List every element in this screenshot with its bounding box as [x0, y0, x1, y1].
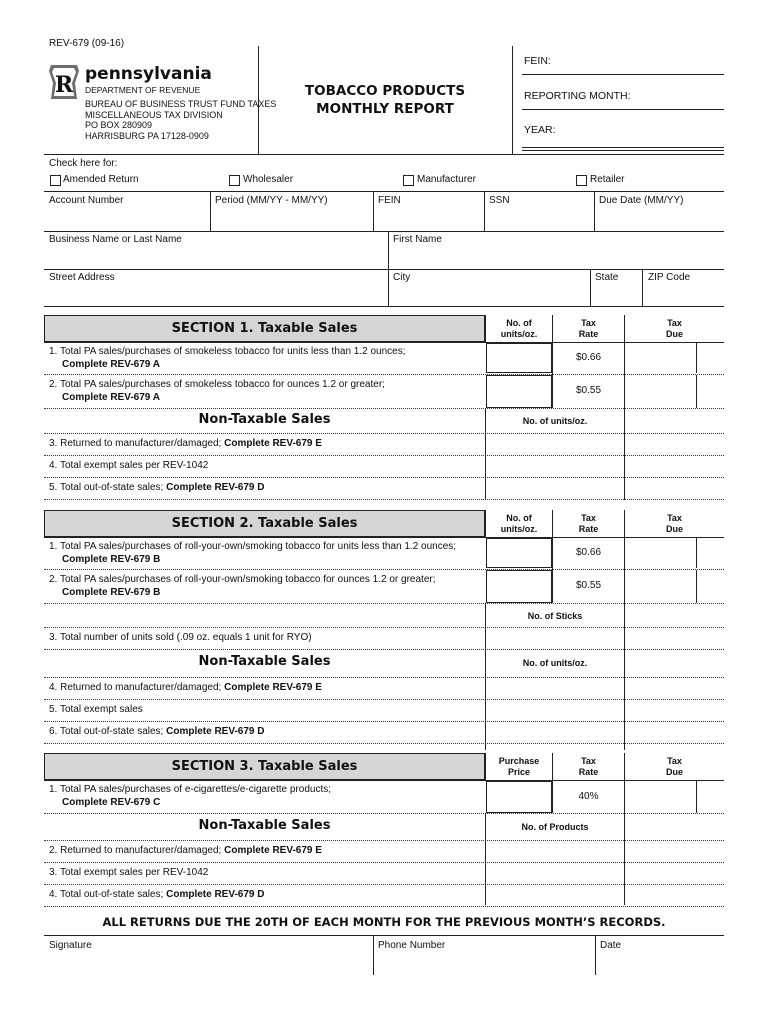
s3-line-4-products-input[interactable]	[486, 885, 624, 906]
table-grid-line	[552, 780, 553, 813]
business-name-label: Business Name or Last Name	[49, 234, 182, 245]
table-grid-line	[44, 342, 724, 343]
table-grid-line	[44, 537, 724, 538]
col-header-line: units/oz.	[500, 524, 538, 534]
row-rule	[44, 569, 724, 570]
s3-line-3-products-input[interactable]	[486, 863, 624, 884]
s2-line-4-text	[49, 682, 322, 693]
fein-field[interactable]	[374, 191, 483, 231]
col-header-line: No. of	[506, 513, 532, 523]
row-rule	[44, 649, 724, 650]
account-number-field[interactable]	[44, 191, 209, 231]
s2-line-2-tax-due-input[interactable]	[696, 570, 725, 603]
purchase-price-column-header	[486, 756, 552, 778]
s1-nontaxable-units-header: No. of units/oz.	[522, 416, 588, 426]
s2-line-6-schedule: Complete REV-679 D	[166, 726, 265, 737]
s3-line-1-tax-due-input[interactable]	[696, 781, 725, 813]
col-header-line: Tax	[581, 513, 596, 523]
s1-line-3-units-input[interactable]	[486, 434, 624, 455]
tax-rate-column-header	[553, 513, 624, 535]
s3-line-3-text: 3. Total exempt sales per REV-1042	[49, 867, 209, 878]
table-grid-line	[552, 315, 553, 342]
s2-line-2-text: 2. Total PA sales/purchases of roll-your-own/smoking tobacco for ounces 1.2 or greater;	[49, 574, 436, 585]
col-header-line: Tax	[581, 756, 596, 766]
state-label: State	[595, 272, 619, 283]
form-title-line: MONTHLY REPORT	[316, 101, 454, 117]
tax-due-column-header	[625, 318, 724, 340]
s1-line-1-schedule: Complete REV-679 A	[62, 359, 160, 370]
s2-line-6-text	[49, 726, 264, 737]
col-header-line: units/oz.	[500, 329, 538, 339]
street-address-label: Street Address	[49, 272, 115, 283]
s3-line-4-schedule: Complete REV-679 D	[166, 889, 265, 900]
period-field[interactable]	[211, 191, 372, 231]
s2-line-4-units-input[interactable]	[486, 678, 624, 699]
bureau-line: MISCELLANEOUS TAX DIVISION	[85, 109, 223, 120]
bureau-line: PO BOX 280909	[85, 120, 153, 130]
manufacturer-label: Manufacturer	[417, 174, 476, 185]
s1-line-1-text: 1. Total PA sales/purchases of smokeless tobacco for units less than 1.2 ounces;	[49, 346, 406, 357]
table-grid-line	[485, 510, 486, 537]
s2-line-5-text: 5. Total exempt sales	[49, 704, 143, 715]
s1-line-5-label: 5. Total out-of-state sales;	[49, 482, 167, 493]
s3-line-4-text	[49, 889, 264, 900]
col-header-line: Tax	[581, 318, 596, 328]
col-header-line: Rate	[578, 524, 599, 534]
due-date-field[interactable]	[595, 191, 724, 231]
account-number-label: Account Number	[49, 195, 124, 206]
s1-line-3-schedule: Complete REV-679 E	[224, 438, 322, 449]
col-header-line: Due	[665, 767, 683, 777]
retailer-label: Retailer	[590, 174, 625, 185]
header-rule	[44, 154, 724, 155]
s2-line-3-sticks-input[interactable]	[486, 628, 624, 649]
table-grid-line	[552, 753, 553, 780]
bureau-address	[85, 99, 276, 141]
row-rule	[44, 906, 724, 907]
s2-line-1-text: 1. Total PA sales/purchases of roll-your-own/smoking tobacco for units less than 1.2 ounces;	[49, 541, 457, 552]
section-2-title: SECTION 2. Taxable Sales	[44, 510, 485, 537]
svg-text:R: R	[54, 72, 74, 98]
due-date-label: Due Date (MM/YY)	[599, 195, 684, 206]
s3-line-2-label: 2. Returned to manufacturer/damaged;	[49, 845, 225, 856]
s2-line-1-rate: $0.66	[575, 547, 602, 558]
table-grid-line	[552, 342, 553, 408]
units-column-header	[486, 318, 552, 340]
table-grid-line	[624, 780, 625, 813]
fein-label: FEIN	[378, 195, 401, 206]
table-grid-line	[485, 315, 486, 342]
ssn-field[interactable]	[485, 191, 593, 231]
table-grid-line	[624, 342, 625, 408]
s3-line-2-text	[49, 845, 322, 856]
year-label: YEAR:	[524, 124, 556, 136]
amended-return-label: Amended Return	[63, 174, 139, 185]
s1-line-5-text	[49, 482, 264, 493]
s1-line-2-units-input[interactable]	[486, 375, 552, 408]
department-name: DEPARTMENT OF REVENUE	[85, 85, 201, 95]
s2-line-2-schedule: Complete REV-679 B	[62, 587, 161, 598]
col-header-line: Rate	[578, 329, 599, 339]
table-grid-line	[485, 753, 486, 780]
s2-line-3-text: 3. Total number of units sold (.09 oz. equals 1 unit for RYO)	[49, 632, 312, 643]
row-rule	[44, 499, 724, 500]
amended-return-checkbox[interactable]	[50, 175, 61, 186]
section-1-title: SECTION 1. Taxable Sales	[44, 315, 485, 342]
first-name-label: First Name	[393, 234, 442, 245]
col-header-line: No. of	[506, 318, 532, 328]
reporting-month-input[interactable]	[522, 109, 724, 110]
wholesaler-label: Wholesaler	[243, 174, 294, 185]
col-header-line: Price	[507, 767, 531, 777]
row-rule	[44, 743, 724, 744]
s1-line-2-text: 2. Total PA sales/purchases of smokeless tobacco for ounces 1.2 or greater;	[49, 379, 385, 390]
state-field[interactable]	[591, 269, 641, 306]
s2-nontaxable-units-header: No. of units/oz.	[522, 658, 588, 668]
fein-header-input[interactable]	[522, 74, 724, 75]
s2-line-1-units-input[interactable]	[486, 538, 552, 568]
col-header-line: Due	[665, 524, 683, 534]
period-label: Period (MM/YY - MM/YY)	[215, 195, 328, 206]
col-header-line: Tax	[667, 756, 682, 766]
year-input-underline	[522, 150, 724, 151]
s1-line-1-rate: $0.66	[575, 352, 602, 363]
s3-line-2-schedule: Complete REV-679 E	[224, 845, 322, 856]
zip-code-field[interactable]	[643, 269, 724, 306]
s3-line-2-products-input[interactable]	[486, 841, 624, 862]
phone-number-field[interactable]	[374, 935, 594, 975]
table-grid-line	[624, 813, 625, 905]
section-3-title: SECTION 3. Taxable Sales	[44, 753, 485, 780]
phone-number-label: Phone Number	[378, 940, 446, 951]
s3-nontaxable-title: Non-Taxable Sales	[198, 818, 331, 833]
table-grid-line	[552, 510, 553, 537]
col-header-line: Due	[665, 329, 683, 339]
s1-line-1-units-input[interactable]	[486, 343, 552, 373]
table-grid-line	[624, 315, 625, 342]
col-header-line: Purchase	[498, 756, 540, 766]
s1-line-5-schedule: Complete REV-679 D	[166, 482, 265, 493]
table-grid-line	[552, 537, 553, 603]
manufacturer-checkbox[interactable]	[403, 175, 414, 186]
due-date-notice: ALL RETURNS DUE THE 20TH OF EACH MONTH FOR THE PREVIOUS MONTH’S RECORDS.	[102, 915, 666, 929]
row-rule	[44, 374, 724, 375]
table-grid-line	[624, 753, 625, 780]
first-name-field[interactable]	[389, 231, 724, 269]
s1-line-3-text	[49, 438, 322, 449]
header-divider-right	[512, 46, 513, 154]
bureau-line: HARRISBURG PA 17128-0909	[85, 130, 209, 141]
retailer-checkbox[interactable]	[576, 175, 587, 186]
s1-line-4-text: 4. Total exempt sales per REV-1042	[49, 460, 209, 471]
wholesaler-checkbox[interactable]	[229, 175, 240, 186]
s1-line-4-units-input[interactable]	[486, 456, 624, 477]
s3-line-1-text: 1. Total PA sales/purchases of e-cigarettes/e-cigarette products;	[49, 784, 332, 795]
tax-due-column-header	[625, 756, 724, 778]
s2-line-2-rate: $0.55	[575, 580, 602, 591]
check-here-label: Check here for:	[49, 158, 118, 169]
zip-code-label: ZIP Code	[648, 272, 691, 283]
s2-line-6-label: 6. Total out-of-state sales;	[49, 726, 167, 737]
form-title	[258, 82, 512, 118]
address-row-bottom-rule	[44, 306, 724, 307]
s1-nontaxable-title: Non-Taxable Sales	[198, 412, 331, 427]
signature-label: Signature	[49, 940, 92, 951]
year-input[interactable]	[522, 147, 724, 148]
s1-line-1-tax-due-input[interactable]	[696, 343, 725, 373]
s1-line-2-tax-due-input[interactable]	[696, 375, 725, 408]
table-grid-line	[624, 510, 625, 537]
table-grid-line	[624, 408, 625, 500]
city-label: City	[393, 272, 411, 283]
date-field[interactable]	[596, 935, 724, 975]
s3-nontaxable-products-header: No. of Products	[521, 822, 589, 832]
form-title-line: TOBACCO PRODUCTS	[304, 83, 466, 99]
table-grid-line	[624, 537, 625, 603]
units-column-header	[486, 513, 552, 535]
s2-line-2-units-input[interactable]	[486, 570, 552, 603]
logo-wordmark: pennsylvania	[85, 64, 212, 84]
col-header-line: Tax	[667, 513, 682, 523]
s2-sticks-header: No. of Sticks	[527, 611, 583, 621]
s1-line-5-units-input[interactable]	[486, 478, 624, 499]
bureau-line: BUREAU OF BUSINESS TRUST FUND TAXES	[85, 99, 277, 109]
col-header-line: Rate	[578, 767, 599, 777]
tax-rate-column-header	[553, 318, 624, 340]
s2-line-1-tax-due-input[interactable]	[696, 538, 725, 568]
s1-line-3-label: 3. Returned to manufacturer/damaged;	[49, 438, 225, 449]
ssn-label: SSN	[489, 195, 510, 206]
s2-line-4-label: 4. Returned to manufacturer/damaged;	[49, 682, 225, 693]
city-field[interactable]	[389, 269, 589, 306]
tax-due-column-header	[625, 513, 724, 535]
s3-line-4-label: 4. Total out-of-state sales;	[49, 889, 167, 900]
s2-nontaxable-title: Non-Taxable Sales	[198, 654, 331, 669]
s2-line-4-schedule: Complete REV-679 E	[224, 682, 322, 693]
keystone-logo	[48, 63, 80, 104]
fein-header-label: FEIN:	[524, 55, 551, 67]
business-name-field[interactable]	[44, 231, 387, 269]
row-rule	[44, 603, 724, 604]
row-rule	[44, 408, 724, 409]
signature-field[interactable]	[44, 935, 372, 975]
s3-line-1-price-input[interactable]	[486, 781, 552, 813]
date-label: Date	[600, 940, 622, 951]
s2-line-5-units-input[interactable]	[486, 700, 624, 721]
table-grid-line	[44, 780, 724, 781]
form-number: REV-679 (09-16)	[49, 38, 125, 49]
tax-rate-column-header	[553, 756, 624, 778]
s2-line-6-units-input[interactable]	[486, 722, 624, 743]
s3-line-1-schedule: Complete REV-679 C	[62, 797, 161, 808]
row-rule	[44, 813, 724, 814]
s2-line-1-schedule: Complete REV-679 B	[62, 554, 161, 565]
col-header-line: Tax	[667, 318, 682, 328]
street-address-field[interactable]	[44, 269, 387, 306]
s1-line-2-rate: $0.55	[575, 385, 602, 396]
s1-line-2-schedule: Complete REV-679 A	[62, 392, 160, 403]
reporting-month-label: REPORTING MONTH:	[524, 90, 631, 102]
s3-line-1-rate: 40%	[578, 791, 599, 802]
